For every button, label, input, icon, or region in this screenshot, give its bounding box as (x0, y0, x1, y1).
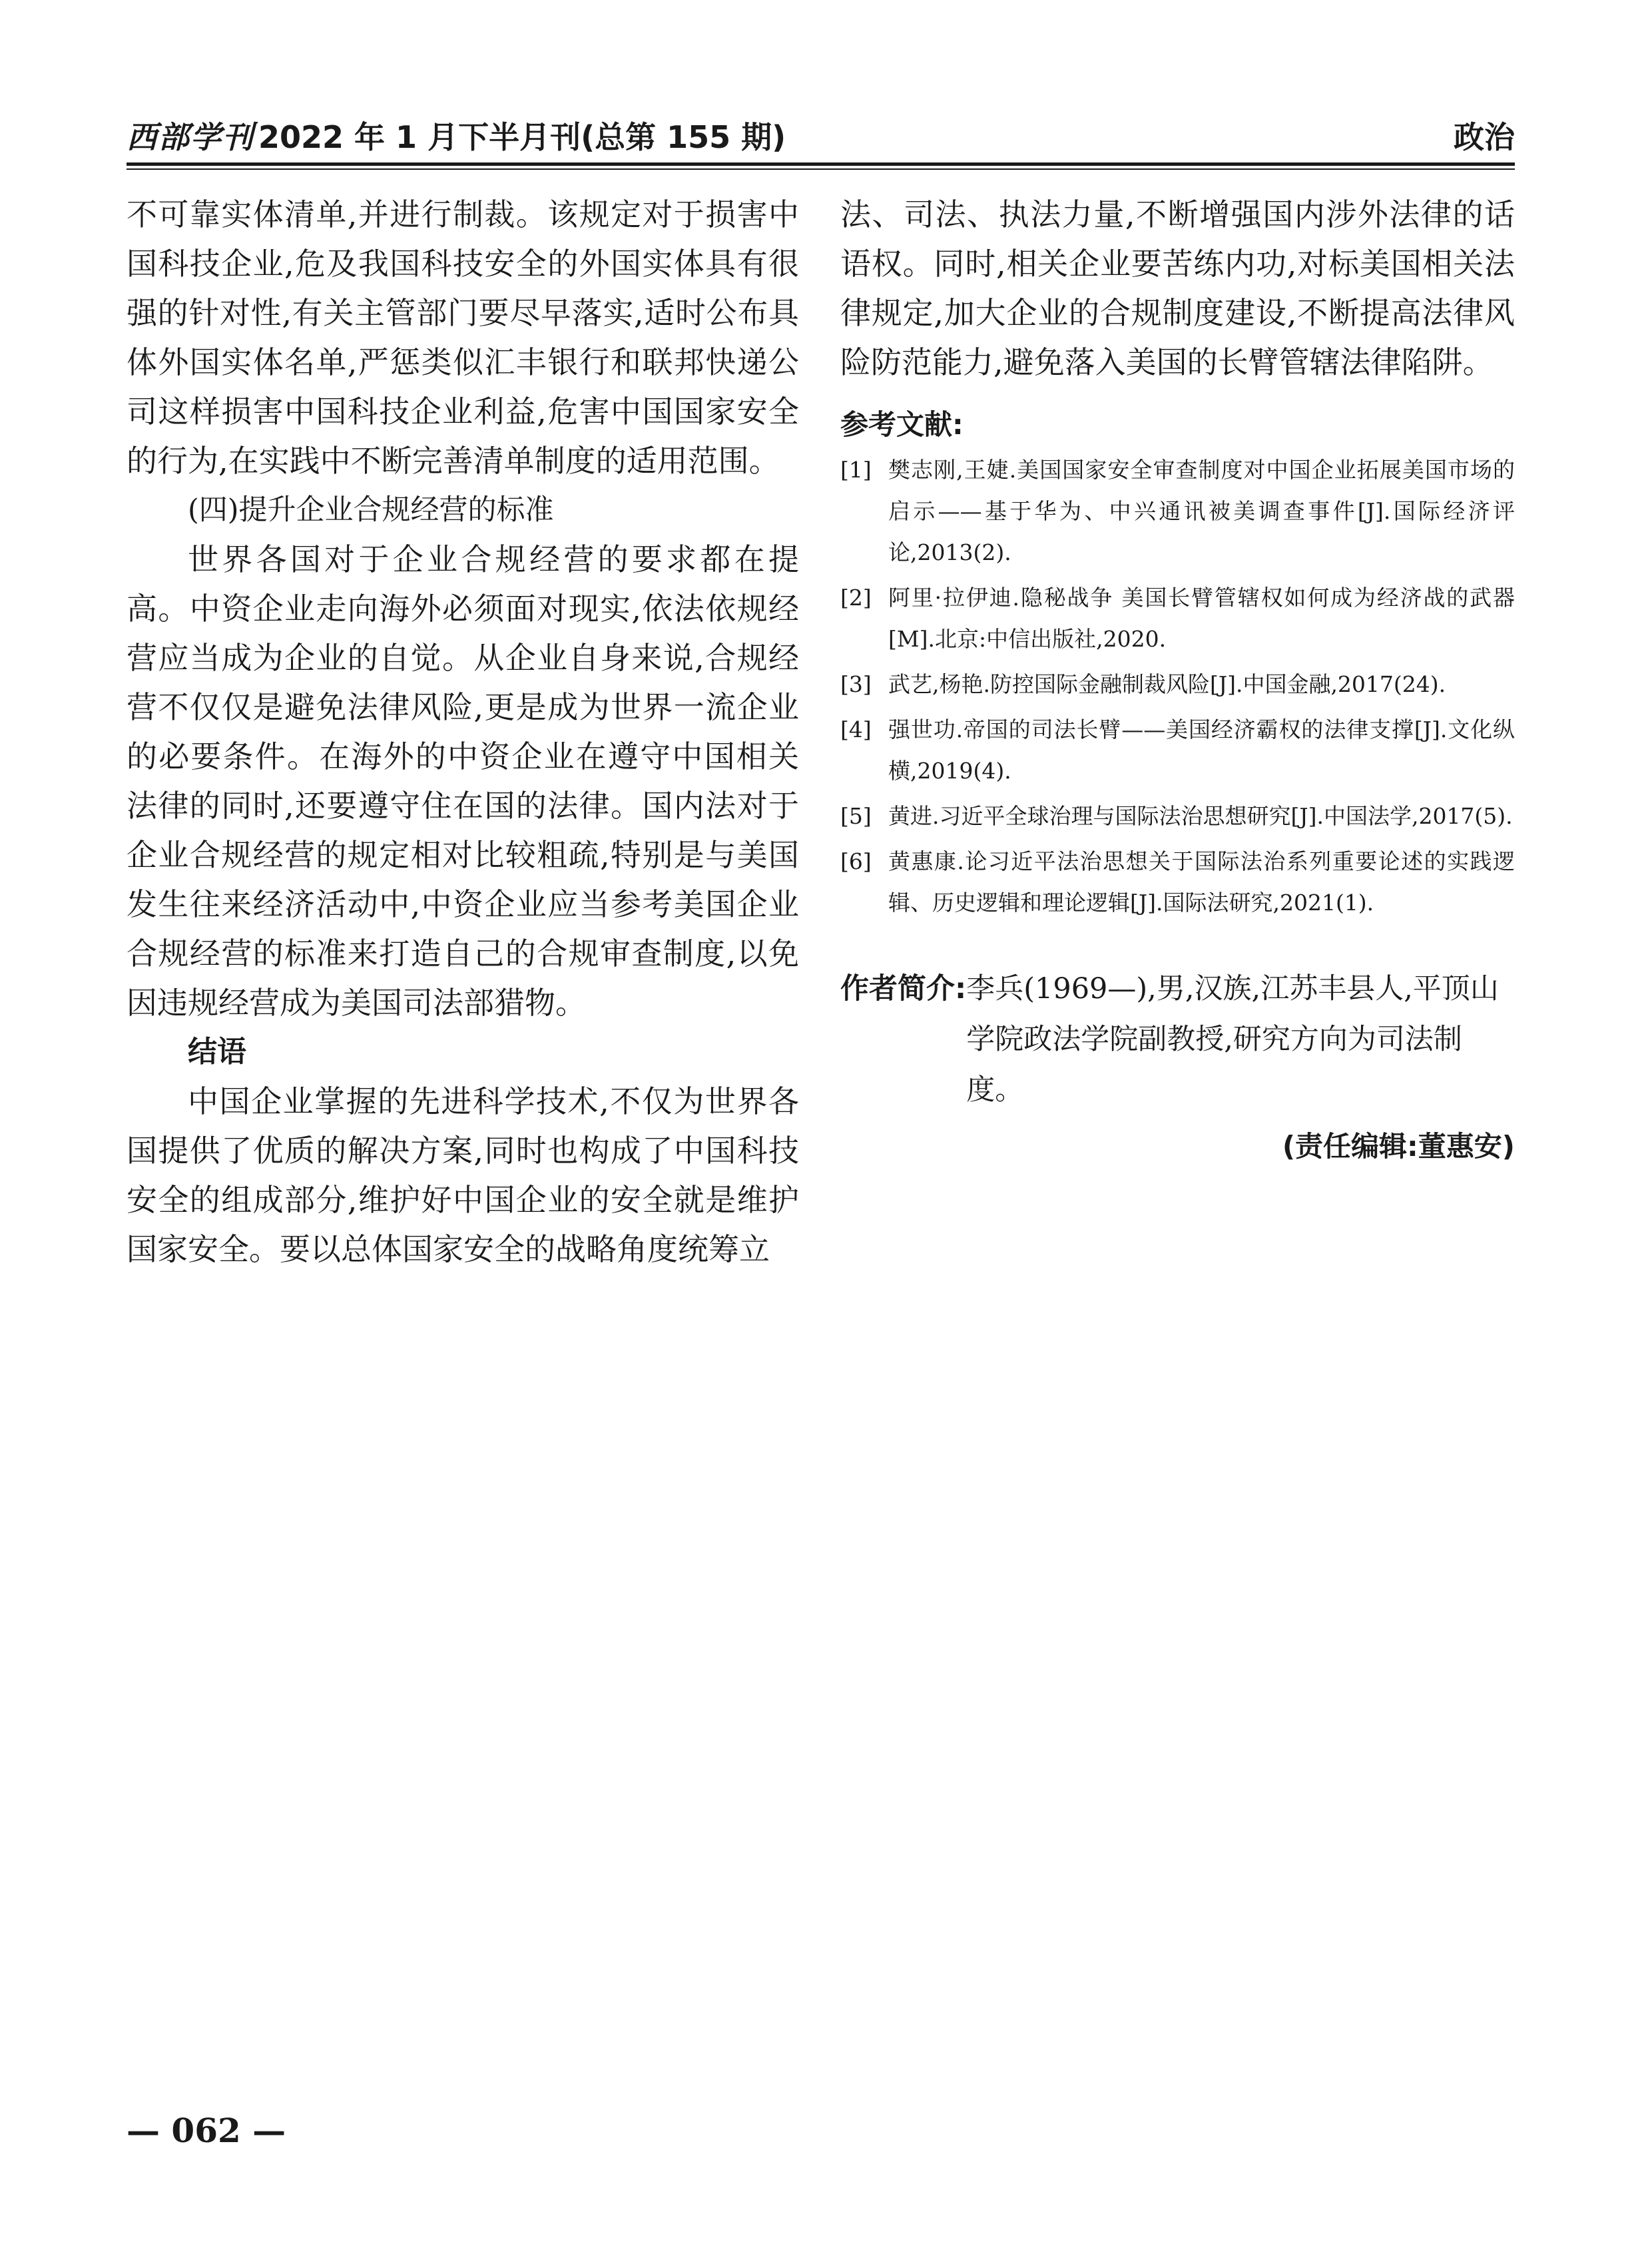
reference-number: [4] (840, 716, 872, 742)
reference-number: [5] (840, 803, 872, 829)
author-label: 作者简介: (840, 972, 967, 1005)
right-column (840, 190, 1515, 1165)
issue-info: 2022 年 1 月下半月刊(总第 155 期) (258, 119, 786, 155)
page-number: — 062 — (127, 2111, 286, 2150)
reference-number: [6] (840, 848, 872, 874)
reference-item (840, 577, 1515, 660)
subheading: (四)提升企业合规经营的标准 (188, 493, 554, 527)
left-column (127, 190, 799, 1274)
reference-item (840, 709, 1515, 792)
paragraph: 中国企业掌握的先进科学技术,不仅为世界各国提供了优质的解决方案,同时也构成了中国科技安全的组成部分,维护好中国企业的安全就是维护国家安全。要以总体国家安全的战略角度统筹立 (127, 1083, 799, 1267)
paragraph: 不可靠实体清单,并进行制裁。该规定对于损害中国科技企业,危及我国科技安全的外国实体具有很强的针对性,有关主管部门要尽早落实,适时公布具体外国实体名单,严惩类似汇丰银行和联邦快递公司这样损害中国科技企业利益,危害中国国家安全的行为,在实践中不断完善清单制度的适用范围。 (127, 196, 799, 479)
reference-text: 黄惠康.论习近平法治思想关于国际法治系列重要论述的实践逻辑、历史逻辑和理论逻辑[J].国际法研究,2021(1). (888, 848, 1515, 916)
section-name: 政治 (1454, 119, 1515, 155)
conclusion-heading: 结语 (188, 1035, 246, 1069)
reference-text: 武艺,杨艳.防控国际金融制裁风险[J].中国金融,2017(24). (888, 671, 1446, 697)
reference-number: [2] (840, 585, 872, 611)
responsible-editor: (责任编辑:董惠安) (1282, 1130, 1515, 1163)
references-heading: 参考文献: (840, 408, 964, 441)
journal-title (127, 113, 786, 157)
reference-text: 阿里·拉伊迪.隐秘战争 美国长臂管辖权如何成为经济战的武器[M].北京:中信出版社,2020. (888, 585, 1515, 652)
paragraph: 世界各国对于企业合规经营的要求都在提高。中资企业走向海外必须面对现实,依法依规经营应当成为企业的自觉。从企业自身来说,合规经营不仅仅是避免法律风险,更是成为世界一流企业的必要条件。在海外的中资企业在遵守中国相关法律的同时,还要遵守住在国的法律。国内法对于企业合规经营的规定相对比较粗疏,特别是与美国发生往来经济活动中,中资企业应当参考美国企业合规经营的标准来打造自己的合规审查制度,以免因违规经营成为美国司法部猎物。 (127, 541, 799, 1021)
reference-item (840, 796, 1515, 837)
journal-logo: 西部学刊 (127, 119, 254, 155)
running-header (127, 113, 1515, 160)
reference-item (840, 449, 1515, 573)
reference-item (840, 841, 1515, 924)
reference-list (840, 449, 1515, 924)
paragraph: 法、司法、执法力量,不断增强国内涉外法律的话语权。同时,相关企业要苦练内功,对标美国相关法律规定,加大企业的合规制度建设,不断提高法律风险防范能力,避免落入美国的长臂管辖法律陷阱。 (840, 196, 1515, 380)
header-rule-thick (127, 162, 1515, 166)
reference-text: 黄进.习近平全球治理与国际法治思想研究[J].中国法学,2017(5). (888, 803, 1513, 829)
reference-text: 强世功.帝国的司法长臂——美国经济霸权的法律支撑[J].文化纵横,2019(4). (888, 716, 1515, 784)
reference-number: [3] (840, 671, 872, 697)
reference-number: [1] (840, 457, 872, 483)
reference-text: 樊志刚,王婕.美国国家安全审查制度对中国企业拓展美国市场的启示——基于华为、中兴通讯被美调查事件[J].国际经济评论,2013(2). (888, 457, 1515, 565)
author-text: 李兵(1969—),男,汉族,江苏丰县人,平顶山学院政法学院副教授,研究方向为司法制度。 (966, 972, 1499, 1107)
author-bio (840, 964, 1515, 1115)
header-rule-thin (127, 168, 1515, 170)
reference-item (840, 664, 1515, 705)
